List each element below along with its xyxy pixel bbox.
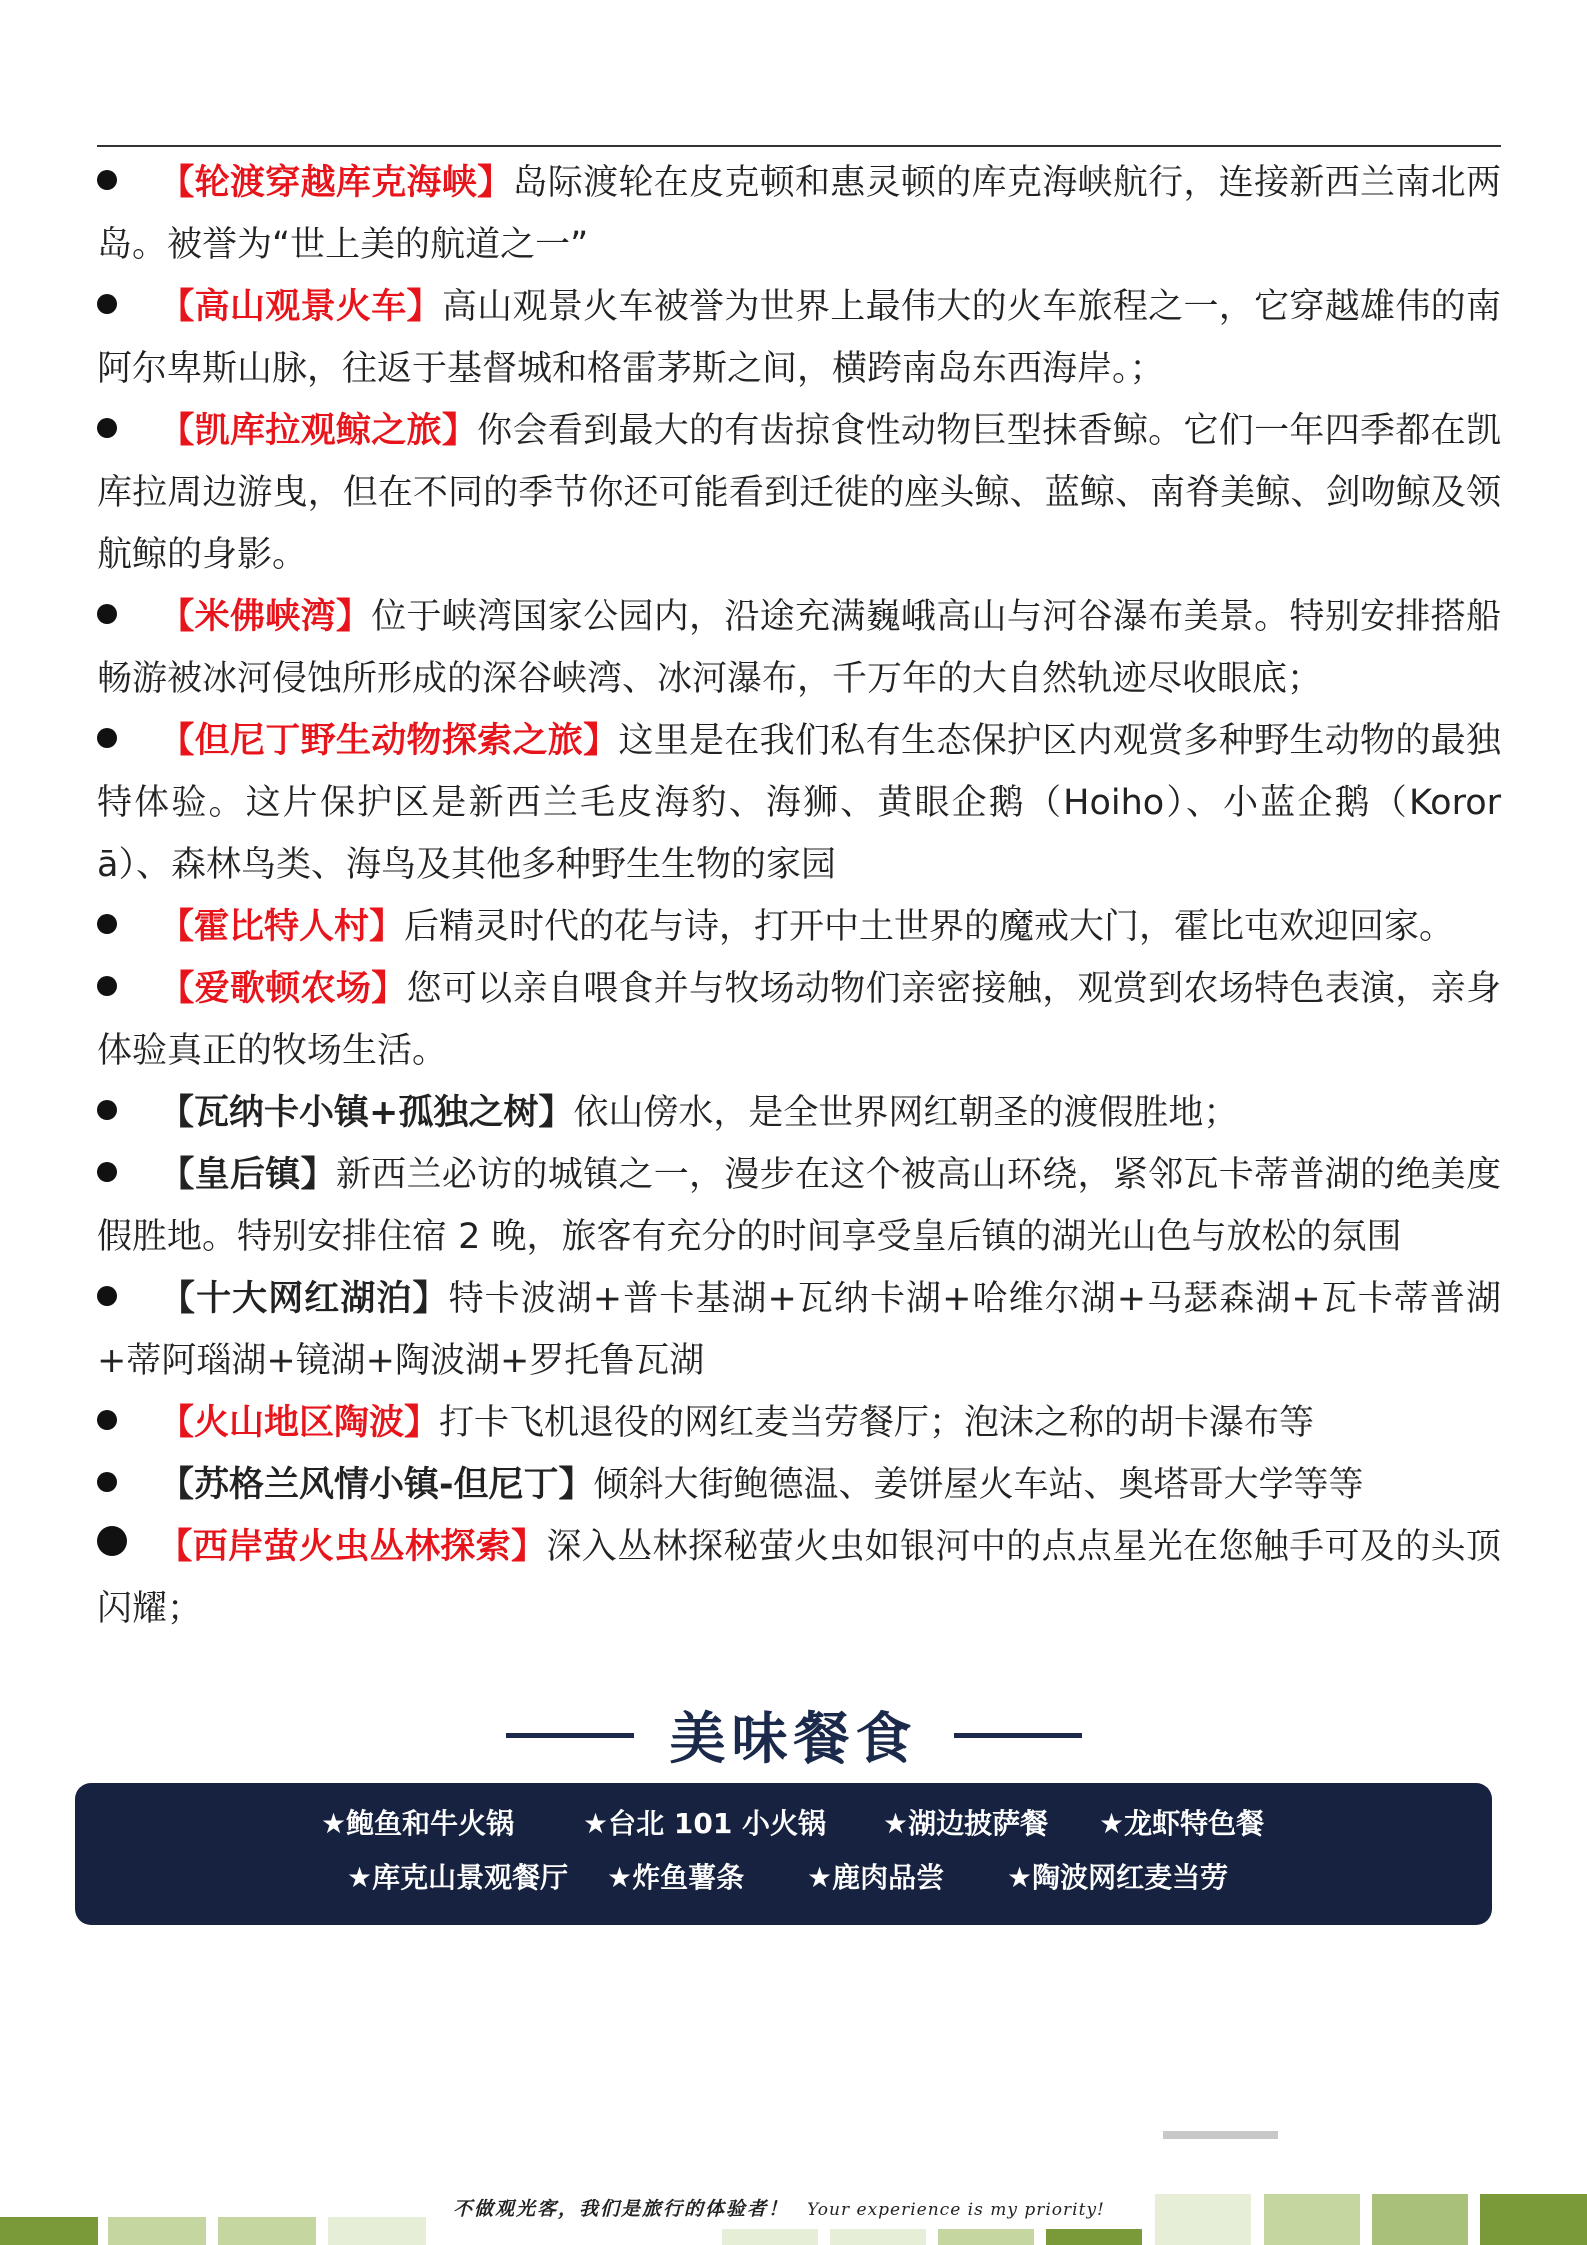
attraction-item <box>97 1144 1501 1268</box>
food-section-heading <box>0 1695 1587 1775</box>
attraction-item <box>97 276 1501 400</box>
attraction-item <box>97 1392 1501 1454</box>
footer-block <box>1372 2194 1468 2245</box>
attraction-text: 你会看到最大的有齿掠食性动物巨型抹香鲸。它们一年四季都在凯库拉周边游曳，但在不同的季节你还可能看到迁徙的座头鲸、蓝鲸、南脊美鲸、剑吻鲸及领航鲸的身影。 <box>97 411 1501 575</box>
food-item: ★湖边披萨餐 <box>883 1807 1049 1840</box>
attraction-text: 这里是在我们私有生态保护区内观赏多种野生动物的最独特体验。这片保护区是新西兰毛皮海豹、海狮、黄眼企鹅（Hoiho）、小蓝企鹅（Kororā）、森林鸟类、海鸟及其他多种野生生物的家园 <box>97 721 1501 885</box>
attraction-text: 高山观景火车被誉为世界上最伟大的火车旅程之一，它穿越雄伟的南阿尔卑斯山脉，往返于基督城和格雷茅斯之间，横跨南岛东西海岸。； <box>97 287 1501 389</box>
footer-block <box>0 2217 98 2245</box>
attraction-item <box>97 152 1501 276</box>
slogan-en: Your experience is my priority! <box>807 2200 1105 2220</box>
attraction-item <box>97 1268 1501 1392</box>
footer-block <box>1264 2194 1360 2245</box>
food-box <box>75 1783 1492 1925</box>
footer-block <box>1046 2229 1142 2245</box>
attraction-text: 特卡波湖+普卡基湖+瓦纳卡湖+哈维尔湖+马瑟森湖+瓦卡蒂普湖+蒂阿瑙湖+镜湖+陶波湖+罗托鲁瓦湖 <box>97 1279 1501 1381</box>
attraction-title: 【瓦纳卡小镇+孤独之树】 <box>159 1093 574 1133</box>
attraction-title: 【轮渡穿越库克海峡】 <box>159 163 513 203</box>
attraction-title: 【西岸萤火虫丛林探索】 <box>157 1527 547 1567</box>
bullet-icon <box>97 1472 117 1492</box>
attraction-text: 打卡飞机退役的网红麦当劳餐厅；泡沫之称的胡卡瀑布等 <box>439 1403 1315 1443</box>
footer-block <box>830 2229 926 2245</box>
attraction-text: 依山傍水，是全世界网红朝圣的渡假胜地； <box>573 1093 1239 1133</box>
footer-block <box>722 2229 818 2245</box>
attraction-item <box>97 896 1501 958</box>
attraction-text: 您可以亲自喂食并与牧场动物们亲密接触，观赏到农场特色表演，亲身体验真正的牧场生活。 <box>97 969 1501 1071</box>
footer-block <box>108 2217 206 2245</box>
attraction-title: 【高山观景火车】 <box>159 287 442 327</box>
heading-dash-left <box>506 1733 634 1738</box>
bullet-icon <box>97 1162 117 1182</box>
attraction-title: 【苏格兰风情小镇-但尼丁】 <box>159 1465 594 1505</box>
attraction-list <box>97 152 1501 1640</box>
footer-block <box>938 2229 1034 2245</box>
attraction-text: 深入丛林探秘萤火虫如银河中的点点星光在您触手可及的头顶闪耀； <box>97 1527 1501 1629</box>
bullet-icon <box>97 914 117 934</box>
food-row <box>75 1799 1492 1849</box>
bullet-icon <box>97 976 117 996</box>
food-item: ★台北 101 小火锅 <box>583 1807 827 1840</box>
attraction-item <box>97 586 1501 710</box>
attraction-title: 【米佛峡湾】 <box>159 597 372 637</box>
attraction-item <box>97 1516 1501 1640</box>
attraction-title: 【爱歌顿农场】 <box>159 969 407 1009</box>
attraction-text: 位于峡湾国家公园内，沿途充满巍峨高山与河谷瀑布美景。特别安排搭船畅游被冰河侵蚀所形成的深谷峡湾、冰河瀑布，千万年的大自然轨迹尽收眼底； <box>97 597 1501 699</box>
bullet-icon <box>97 728 117 748</box>
bullet-icon <box>97 1410 117 1430</box>
bullet-icon <box>97 1286 117 1306</box>
attraction-item <box>97 710 1501 896</box>
footer-slogan <box>453 2194 1105 2224</box>
footer-block <box>218 2217 316 2245</box>
attraction-title: 【十大网红湖泊】 <box>159 1279 449 1319</box>
bullet-icon <box>97 1100 117 1120</box>
attraction-text: 后精灵时代的花与诗，打开中土世界的魔戒大门，霍比屯欢迎回家。 <box>404 907 1455 947</box>
attraction-title: 【霍比特人村】 <box>159 907 405 947</box>
attraction-item <box>97 1454 1501 1516</box>
bullet-icon <box>97 294 117 314</box>
attraction-item <box>97 958 1501 1082</box>
food-item: ★陶波网红麦当劳 <box>1007 1861 1229 1894</box>
slogan-cn: 不做观光客，我们是旅行的体验者！ <box>453 2198 790 2220</box>
attraction-title: 【皇后镇】 <box>159 1155 336 1195</box>
food-item: ★鲍鱼和牛火锅 <box>321 1807 515 1840</box>
footer-block <box>1480 2194 1587 2245</box>
attraction-title: 【但尼丁野生动物探索之旅】 <box>159 721 619 761</box>
attraction-text: 新西兰必访的城镇之一，漫步在这个被高山环绕，紧邻瓦卡蒂普湖的绝美度假胜地。特别安排住宿 2 晚，旅客有充分的时间享受皇后镇的湖光山色与放松的氛围 <box>97 1155 1501 1257</box>
food-row <box>75 1853 1492 1903</box>
bullet-icon <box>97 604 117 624</box>
food-item: ★库克山景观餐厅 <box>347 1861 569 1894</box>
footer-block <box>1155 2194 1251 2245</box>
food-heading-text: 美味餐食 <box>669 1707 918 1772</box>
bullet-icon <box>97 1526 127 1556</box>
gray-dash-mark <box>1163 2131 1278 2139</box>
bullet-icon <box>97 418 117 438</box>
attraction-title: 【火山地区陶波】 <box>159 1403 440 1443</box>
attraction-title: 【凯库拉观鲸之旅】 <box>159 411 478 451</box>
food-item: ★炸鱼薯条 <box>607 1861 745 1894</box>
attraction-item <box>97 1082 1501 1144</box>
food-item: ★鹿肉品尝 <box>807 1861 945 1894</box>
attraction-item <box>97 400 1501 586</box>
footer-block <box>328 2217 426 2245</box>
attraction-text: 岛际渡轮在皮克顿和惠灵顿的库克海峡航行，连接新西兰南北两岛。被誉为“世上美的航道之一” <box>97 163 1501 265</box>
heading-dash-right <box>954 1733 1082 1738</box>
top-divider <box>97 145 1501 147</box>
attraction-text: 倾斜大街鲍德温、姜饼屋火车站、奥塔哥大学等等 <box>593 1465 1364 1505</box>
food-item: ★龙虾特色餐 <box>1099 1807 1265 1840</box>
bullet-icon <box>97 170 117 190</box>
